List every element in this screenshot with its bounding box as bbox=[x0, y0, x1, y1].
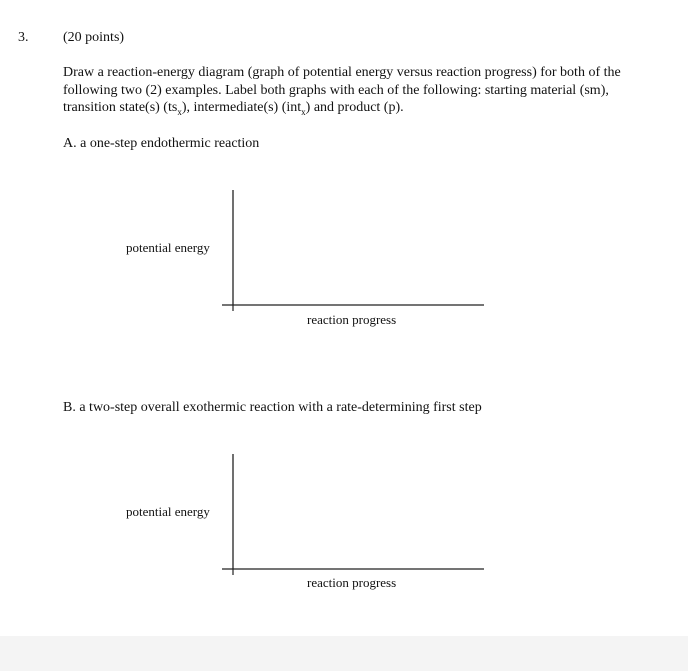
part-b-y-axis-label: potential energy bbox=[126, 504, 210, 519]
page-bottom-margin bbox=[0, 636, 688, 671]
part-b-label: B. a two-step overall exothermic reaction with a rate-determining first step bbox=[63, 400, 482, 415]
question-points: (20 points) bbox=[63, 30, 125, 45]
part-b-x-axis-label: reaction progress bbox=[307, 575, 397, 590]
instructions-mid: ), intermediate(s) (int bbox=[181, 100, 302, 115]
instructions-end: ) and product (p). bbox=[305, 100, 404, 115]
subscript-x: x bbox=[177, 106, 182, 117]
instructions-main: Draw a reaction-energy diagram (graph of potential energy versus reaction progress) for both of the following two (2) examples. Label both graphs with each of the following: starting material (sm), transition state(s) (ts bbox=[63, 65, 621, 115]
part-a-y-axis-label: potential energy bbox=[126, 240, 210, 255]
subscript-x: x bbox=[301, 106, 306, 117]
part-a-label: A. a one-step endothermic reaction bbox=[63, 136, 260, 151]
graph-a-axes bbox=[222, 190, 484, 311]
question-number: 3. bbox=[18, 30, 29, 45]
part-a-x-axis-label: reaction progress bbox=[307, 312, 397, 327]
graph-b-axes bbox=[222, 454, 484, 575]
